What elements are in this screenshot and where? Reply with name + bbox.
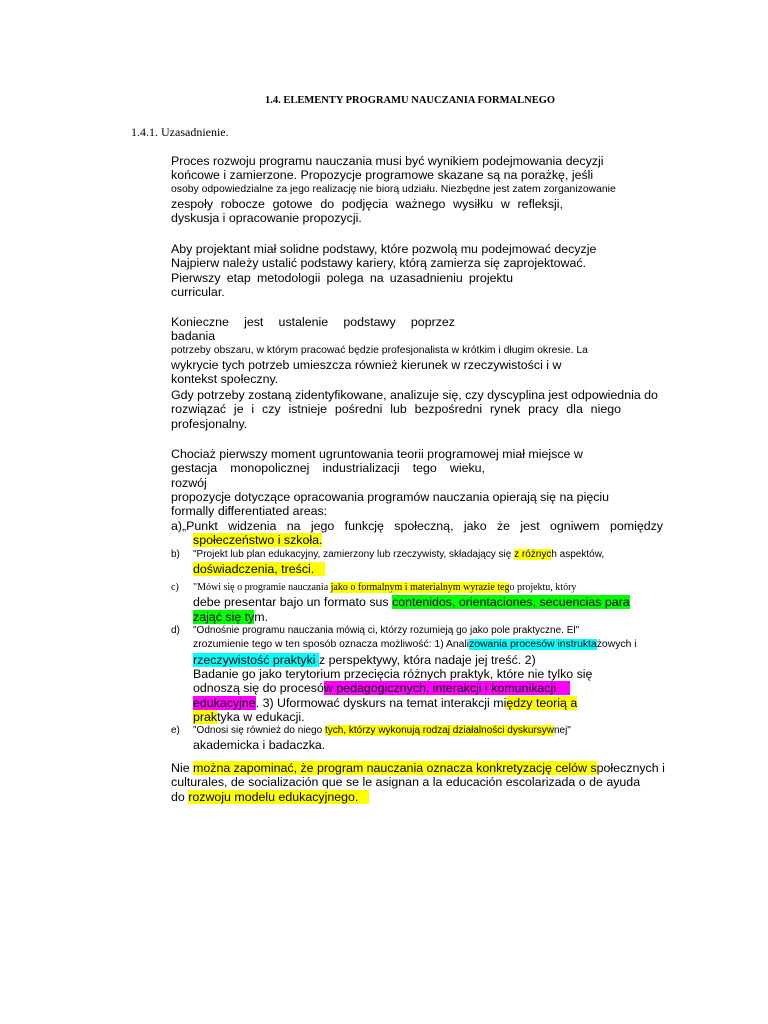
list-item-c: c) "Mówi się o programie nauczania jako o formalnym i materialnym wyrazie tego projektu, który [171,582,577,594]
paragraph-line: wykrycie tych potrzeb umieszcza również kierunek w rzeczywistości i w [171,357,562,372]
paragraph-line: Pierwszy etap metodologii polega na uzasadnieniu projektu [171,270,513,285]
highlight-green: zająć się ty [193,609,255,624]
paragraph-5 [171,447,661,518]
document-title: 1.4. ELEMENTY PROGRAMU NAUCZANIA FORMALNEGO [264,95,556,106]
section-heading: 1.4.1. Uzasadnienie. [131,125,229,139]
paragraph-line: dyskusja i opracowanie propozycji. [171,211,362,226]
paragraph-line: curricular. [171,284,225,299]
highlight-magenta: edukacyjne [193,695,256,710]
paragraph-line: kontekst społeczny. [171,372,279,387]
paragraph-line: profesjonalny. [171,416,248,431]
list-item-d-cont: odnoszą się do procesów pedagogicznych, interakcji i komunikacji [171,681,691,695]
highlight-yellow: prak [193,709,218,724]
list-item-e: e) "Odnosi się również do niego tych, którzy wykonują rodzaj działalności dyskursywnej" [171,725,571,737]
paragraph-line: propozycje dotyczące opracowania programów nauczania opierają się na pięciu [171,489,610,504]
paragraph-line: potrzeby obszaru, w którym pracować będzie profesjonalista w krótkim i długim okresie. La [171,344,588,356]
highlight-yellow: jako o formalnym i materialnym wyrazie teg [330,582,510,594]
paragraph-line: gestacja monopolicznej industrializacji tego wieku, rozwój [171,461,485,490]
list-item-c-cont: zająć się tym. [193,609,269,624]
paragraph-line: Najpierw należy ustalić podstawy kariery, którą zamierza się zaprojektować. [171,256,587,271]
paragraph-line: Proces rozwoju programu nauczania musi być wynikiem podejmowania decyzji [171,154,604,168]
highlight-cyan: zowania procesów instrukta [469,639,597,651]
list-item-d-cont: rzeczywistość praktyki z perspektywy, która nadaje jej treść. 2) [193,652,536,667]
paragraph-line: culturales, de socialización que se le asignan a la educación escolarizada o de ayuda [171,775,641,790]
paragraph-line: Aby projektant miał solidne podstawy, które pozwolą mu podejmować decyzje [171,242,597,256]
list-item-b-cont [171,562,691,576]
paragraph-2 [171,242,661,299]
paragraph-line: rozwiązać je i czy istnieje pośredni lub bezpośredni rynek pracy dla niego [171,402,621,417]
highlight-magenta: w pedagogicznych, interakcji i komunikacji [323,681,556,696]
highlight-yellow: rozwoju modelu edukacyjnego. [188,789,359,804]
paragraph-line: formally differentiated areas: [171,504,328,519]
highlight-yellow: doświadczenia, treści. [193,561,315,576]
highlight-green: contenidos, orientaciones, secuencias para [392,595,630,610]
list-item-a-cont [171,533,691,547]
paragraph-3 [171,315,661,386]
list-item-d-cont: Badanie go jako terytorium przecięcia różnych praktyk, które nie tylko się [193,666,593,681]
list-item-e-cont: akademicka i badaczka. [193,738,326,753]
paragraph-line: Gdy potrzeby zostaną zidentyfikowane, analizuje się, czy dyscyplina jest odpowiednia do [171,388,658,402]
list-item-d-cont: edukacyjne. 3) Uformować dyskurs na temat interakcji między teorią a [193,695,578,710]
list-item-d-cont: zrozumienie tego w ten sposób oznacza możliwość: 1) Analizowania procesów instruktażowych i [193,639,637,651]
paragraph-6 [171,761,691,804]
areas-list [171,519,691,753]
highlight-yellow: tych, którzy wykonują rodzaj działalności dyskursyw [324,725,554,737]
list-item-d: d) "Odnośnie programu nauczania mówią ci, którzy rozumieją go jako pole praktyczne. El" [171,625,580,637]
list-item-b: b) "Projekt lub plan edukacyjny, zamierzony lub rzeczywisty, składający się z różnych aspektów, [171,548,605,560]
highlight-yellow: można zapominać, że program nauczania oznacza konkretyzację celów s [193,761,597,775]
highlight-cyan: rzeczywistość praktyki [193,652,319,667]
paragraph-line: Chociaż pierwszy moment ugruntowania teorii programowej miał miejsce w [171,447,583,461]
paragraph-line: zespoły robocze gotowe do podjęcia ważnego wysiłku w refleksji, [171,196,563,211]
paragraph-1 [171,154,661,225]
paragraph-line: osoby odpowiedzialne za jego realizację nie biorą udziału. Niezbędne jest zatem zorganizowanie [171,183,616,195]
highlight-yellow: ędzy teorią a [506,695,578,710]
paragraph-line: Nie można zapominać, że program nauczania oznacza konkretyzację celów społecznych i [171,761,665,775]
paragraph-4 [171,388,661,431]
list-item-c-cont: debe presentar bajo un formato sus contenidos, orientaciones, secuencias para [193,595,630,610]
list-item-d-cont: praktyka w edukacji. [193,709,305,724]
paragraph-line: do rozwoju modelu edukacyjnego. [171,790,691,804]
paragraph-line: końcowe i zamierzone. Propozycje programowe skazane są na porażkę, jeśli [171,168,594,183]
highlight-yellow: społeczeństwo i szkoła. [193,533,323,548]
highlight-yellow: z różnyc [514,548,552,560]
list-item-a: a)„Punkt widzenia na jego funkcję społeczną, jako że jest ogniwem pomiędzy [171,519,663,533]
paragraph-line: Konieczne jest ustalenie podstawy poprzez badania [171,315,455,344]
